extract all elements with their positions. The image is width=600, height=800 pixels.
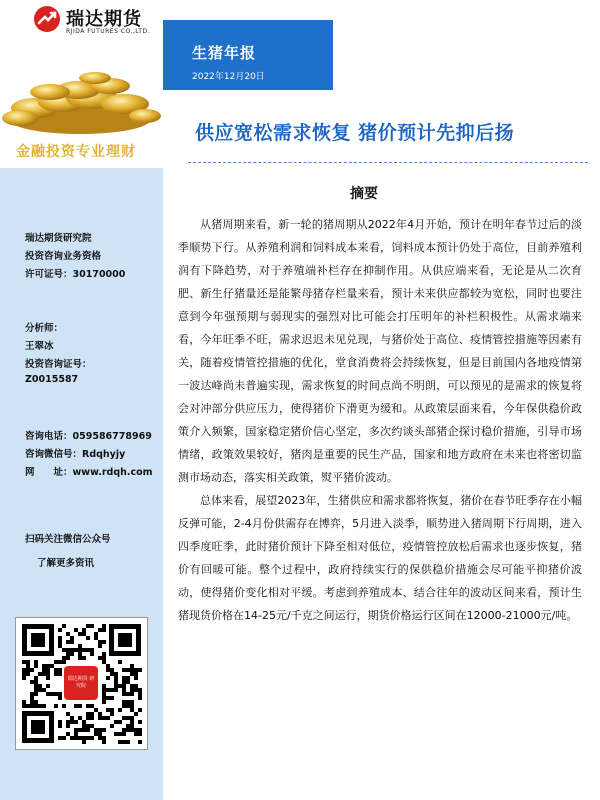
scan-subtext: 了解更多资讯 (37, 558, 95, 569)
logo-mark-icon (34, 6, 60, 32)
website-link[interactable]: www.rdqh.com (72, 467, 153, 478)
logo-text-cn: 瑞达期货 (66, 9, 142, 30)
qr-badge-text: 瑞达期货 研究院 (67, 676, 95, 689)
license-number: 许可证号：30170000 (25, 269, 126, 280)
consult-cert-number: Z0015587 (25, 374, 79, 385)
qualification-text: 投资咨询业务资格 (25, 251, 102, 262)
abstract-title: 摘要 (350, 186, 378, 202)
report-type-title: 生猪年报 (192, 44, 257, 62)
slogan-text: 金融投资专业理财 (16, 144, 136, 160)
wechat-qr-code[interactable] (15, 617, 148, 750)
sidebar (0, 0, 163, 800)
website-label: 网 址： (25, 467, 73, 478)
abstract-body (178, 213, 582, 627)
report-type-panel (163, 20, 333, 90)
headline-divider (188, 162, 588, 163)
scan-prompt: 扫码关注微信公众号 (25, 534, 111, 545)
contact-phone: 咨询电话：059586778969 (25, 431, 152, 442)
analyst-label: 分析师： (25, 323, 64, 334)
abstract-paragraph-2: 总体来看，展望2023年，生猪供应和需求都将恢复，猪价在春节旺季存在小幅反弹可能，2-4月份供需存在博弈，5月进入淡季，顺势进入猪周期下行周期，进入四季度旺季，此时猪价预计下降至相对低位，疫情管控放松后需求也逐步恢复，猪价有回暖可能。整个过程中，政府持续实行的保供稳价措施会尽可能平抑猪价波动，使得猪价变化相对平缓。考虑到养殖成本、结合往年的波动区间来看，预计生猪现货价格在14-25元/千克之间运行，期货价格运行区间在12000-21000元/吨。 (178, 494, 582, 622)
consult-cert-label: 投资咨询证号： (25, 359, 92, 370)
logo-text-en: RJIDA FUTURES CO.,LTD. (66, 28, 151, 35)
contact-wechat: 咨询微信号：Rdqhyjy (25, 449, 126, 460)
abstract-paragraph-1: 从猪周期来看，新一轮的猪周期从2022年4月开始，预计在明年春节过后的淡季顺势下行。从养殖利润和饲料成本来看，饲料成本预计仍处于高位，目前养殖利润有下降趋势，对于养殖端补栏存在抑制作用。从供应端来看，无论是从二次育肥、新生仔猪量还是能繁母猪存栏量来看，预计未来供应都较为宽松，同时也要注意到今年强预期与弱现实的强烈对比可能会打压明年的补栏积极性。从需求端来看，今年旺季不旺，需求迟迟未见兑现，与猪价处于高位、疫情管控措施等因素有关，随着疫情管控措施的优化，堂食消费将会持续恢复，但是目前国内各地疫情第一波达峰尚未普遍实现，需求恢复的时间点尚不明朗，可以预见的是需求的恢复将会对冲部分供应压力，使得猪价下滑更为缓和。从政策层面来看，今年保供稳价政策介入频繁，国家稳定猪价信心坚定，多次约谈头部猪企探讨稳价措施，引导市场情绪，政策效果较好，猪肉是重要的民生产品，国家和地方政府在未来也将密切监测市场动态，落实相关政策，熨平猪价波动。 (178, 218, 582, 484)
institute-name: 瑞达期货研究院 (25, 233, 92, 244)
analyst-name: 王翠冰 (25, 341, 54, 352)
company-logo (0, 0, 163, 50)
contact-website (25, 464, 153, 478)
qr-center-logo (64, 666, 98, 700)
report-headline: 供应宽松需求恢复 猪价预计先抑后扬 (195, 122, 515, 144)
report-date: 2022年12月20日 (192, 72, 265, 82)
slogan-bar (0, 134, 163, 168)
